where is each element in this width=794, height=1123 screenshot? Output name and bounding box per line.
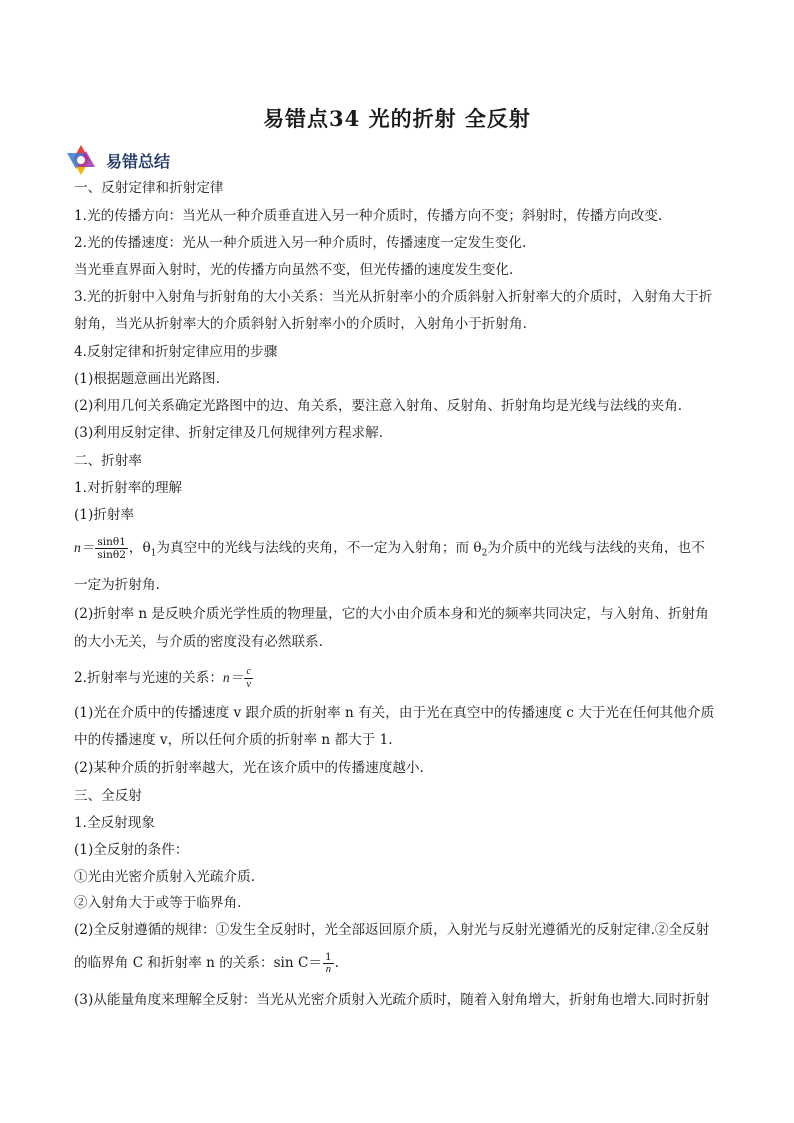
- section-heading-2: 二、折射率: [74, 453, 142, 469]
- section-heading-3: 三、全反射: [74, 788, 142, 804]
- critical-angle-fraction: $\frac{1}{n}$: [324, 951, 332, 975]
- formula-n: n＝: [74, 540, 95, 555]
- section-badge: [64, 143, 170, 177]
- paragraph-line: 1.光的传播方向：当光从一种介质垂直进入另一种介质时，传播方向不变；斜射时，传播方向改变.: [74, 208, 663, 224]
- paragraph-line: 1.全反射现象: [74, 815, 155, 831]
- formula-line: 2.折射率与光速的关系：n＝ $\frac{c}{v}$: [74, 666, 251, 690]
- paragraph-line: (1)光在介质中的传播速度 v 跟介质的折射率 n 有关，由于光在真空中的传播速度 c 大于光在任何其他介质: [74, 705, 715, 721]
- paragraph-line: 当光垂直界面入射时，光的传播方向虽然不变，但光传播的速度发生变化.: [74, 262, 514, 278]
- paragraph-line: (2)利用几何关系确定光路图中的边、角关系，要注意入射角、反射角、折射角均是光线与法线的夹角.: [74, 398, 683, 414]
- paragraph-line: ②入射角大于或等于临界角.: [74, 895, 242, 911]
- page-title: 易错点34 光的折射 全反射: [263, 106, 531, 131]
- paragraph-line: (1)全反射的条件：: [74, 842, 189, 858]
- star-badge-icon: [64, 143, 98, 177]
- paragraph-line: 3.光的折射中入射角与折射角的大小关系：当光从折射率小的介质斜射入折射率大的介质时，入射角大于折: [74, 289, 713, 305]
- paragraph-line: 的大小无关，与介质的密度没有必然联系.: [74, 634, 324, 650]
- paragraph-line: (3)从能量角度来理解全反射：当光从光密介质射入光疏介质时，随着入射角增大，折射角也增大.同时折射: [74, 992, 710, 1008]
- paragraph-line: (1)根据题意画出光路图.: [74, 371, 220, 387]
- paragraph-line: (2)全反射遵循的规律：①发生全反射时，光全部返回原介质，入射光与反射光遵循光的反射定律.②全反射: [74, 922, 710, 938]
- fraction-denominator: sinθ2: [97, 549, 126, 561]
- formula-line: 的临界角 C 和折射率 n 的关系：sin C＝ $\frac{1}{n}$ .: [74, 951, 339, 975]
- index-fraction: [95, 536, 128, 561]
- paragraph-line: 1.对折射率的理解: [74, 480, 183, 496]
- paragraph-line: (2)某种介质的折射率越大，光在该介质中的传播速度越小.: [74, 760, 424, 776]
- fraction-numerator: sinθ1: [97, 536, 126, 548]
- paragraph-line: ①光由光密介质射入光疏介质.: [74, 869, 256, 885]
- speed-fraction: $\frac{c}{v}$: [246, 666, 251, 690]
- paragraph-line: (1)折射率: [74, 507, 135, 523]
- paragraph-line: 中的传播速度 v，所以任何介质的折射率 n 都大于 1.: [74, 732, 393, 748]
- formula-line: n＝ $\frac{\sin\theta 1}{\sin\theta 2}$ ，$\theta_1$为真空中的光线与法线的夹角，不一定为入射角；而 $\theta_2$为介质中的光线与法线的夹角，也不: [74, 536, 705, 561]
- paragraph-line: 2.光的传播速度：光从一种介质进入另一种介质时，传播速度一定发生变化.: [74, 235, 527, 251]
- paragraph-line: 一定为折射角.: [74, 577, 160, 593]
- section-heading-1: 一、反射定律和折射定律: [74, 180, 224, 196]
- paragraph-line: (3)利用反射定律、折射定律及几何规律列方程求解.: [74, 425, 384, 441]
- paragraph-line: (2)折射率 n 是反映介质光学性质的物理量，它的大小由介质本身和光的频率共同决定，与入射角、折射角: [74, 606, 709, 622]
- paragraph-line: 4.反射定律和折射定律应用的步骤: [74, 344, 278, 360]
- badge-label: 易错总结: [106, 151, 171, 171]
- paragraph-line: 射角，当光从折射率大的介质斜射入折射率小的介质时，入射角小于折射角.: [74, 316, 527, 332]
